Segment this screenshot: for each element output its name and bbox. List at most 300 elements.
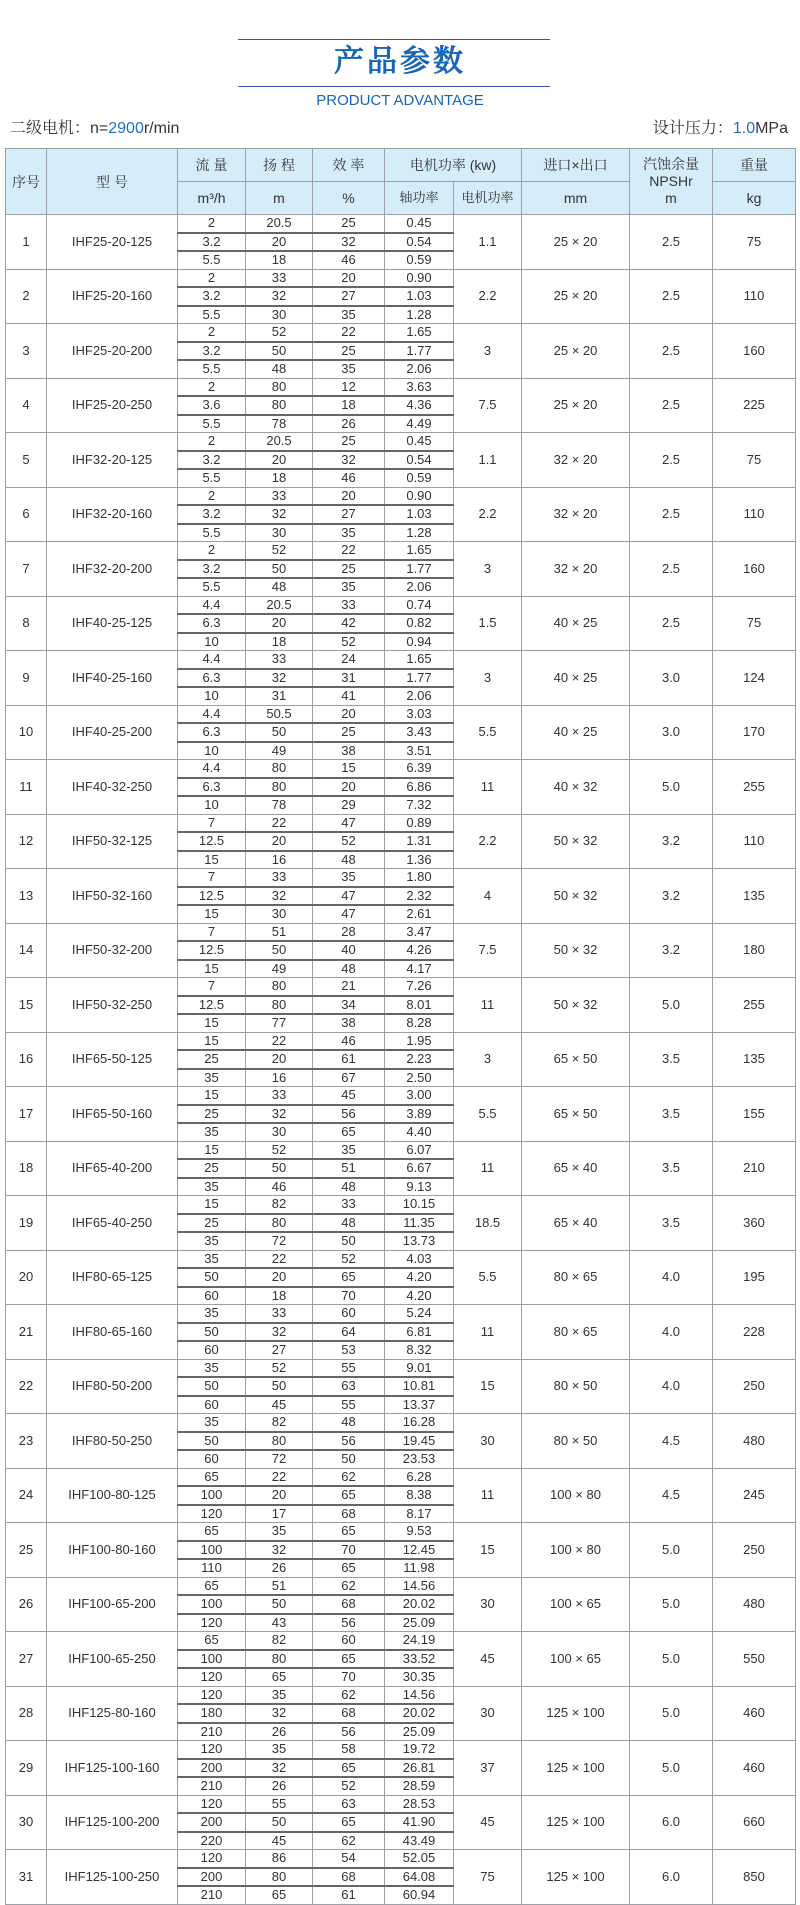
head-cell: 77 — [246, 1014, 313, 1032]
table-row — [6, 324, 796, 342]
motor-power-cell: 15 — [454, 1359, 522, 1414]
weight-cell: 360 — [713, 1196, 796, 1251]
shaft-power-cell: 9.01 — [385, 1359, 454, 1377]
efficiency-cell: 60 — [313, 1305, 385, 1323]
shaft-power-cell: 1.65 — [385, 542, 454, 560]
flow-cell: 65 — [178, 1632, 246, 1650]
model-cell: IHF32-20-160 — [47, 487, 178, 542]
model-cell: IHF25-20-200 — [47, 324, 178, 379]
weight-cell: 255 — [713, 978, 796, 1033]
port-cell: 50 × 32 — [522, 923, 630, 978]
head-cell: 52 — [246, 542, 313, 560]
motor-power-cell: 4 — [454, 869, 522, 924]
model-cell: IHF125-100-160 — [47, 1741, 178, 1796]
flow-cell: 35 — [178, 1414, 246, 1432]
header-flow: 流 量 — [178, 149, 246, 182]
flow-cell: 2 — [178, 542, 246, 560]
table-row — [6, 1468, 796, 1486]
model-cell: IHF80-50-250 — [47, 1414, 178, 1469]
shaft-power-cell: 1.65 — [385, 651, 454, 669]
shaft-power-cell: 3.89 — [385, 1105, 454, 1124]
flow-cell: 10 — [178, 687, 246, 705]
flow-cell: 120 — [178, 1850, 246, 1868]
weight-cell: 110 — [713, 814, 796, 869]
head-cell: 50 — [246, 1377, 313, 1396]
table-row — [6, 542, 796, 560]
shaft-power-cell: 8.17 — [385, 1505, 454, 1523]
shaft-power-cell: 10.15 — [385, 1196, 454, 1214]
table-row — [6, 596, 796, 614]
table-row — [6, 1196, 796, 1214]
no-cell: 11 — [6, 760, 47, 815]
flow-cell: 2 — [178, 433, 246, 451]
shaft-power-cell: 2.61 — [385, 905, 454, 923]
motor-speed-info — [10, 119, 179, 139]
flow-cell: 60 — [178, 1287, 246, 1305]
shaft-power-cell: 8.32 — [385, 1341, 454, 1359]
efficiency-cell: 20 — [313, 705, 385, 723]
head-cell: 82 — [246, 1196, 313, 1214]
efficiency-cell: 25 — [313, 215, 385, 233]
motor-power-cell: 3 — [454, 651, 522, 706]
no-cell: 1 — [6, 215, 47, 270]
shaft-power-cell: 2.06 — [385, 360, 454, 378]
efficiency-cell: 26 — [313, 415, 385, 433]
port-cell: 65 × 40 — [522, 1141, 630, 1196]
no-cell: 15 — [6, 978, 47, 1033]
flow-cell: 35 — [178, 1305, 246, 1323]
port-cell: 25 × 20 — [522, 215, 630, 270]
no-cell: 3 — [6, 324, 47, 379]
motor-power-cell: 37 — [454, 1741, 522, 1796]
head-cell: 48 — [246, 360, 313, 378]
head-cell: 80 — [246, 996, 313, 1015]
shaft-power-cell: 0.74 — [385, 596, 454, 614]
flow-cell: 5.5 — [178, 469, 246, 487]
npsh-cell: 2.5 — [630, 542, 713, 597]
efficiency-cell: 62 — [313, 1577, 385, 1595]
head-cell: 20 — [246, 614, 313, 633]
efficiency-cell: 55 — [313, 1359, 385, 1377]
shaft-power-cell: 8.38 — [385, 1486, 454, 1505]
flow-cell: 5.5 — [178, 360, 246, 378]
efficiency-cell: 15 — [313, 760, 385, 778]
flow-cell: 15 — [178, 1032, 246, 1050]
model-cell: IHF50-32-125 — [47, 814, 178, 869]
efficiency-cell: 56 — [313, 1614, 385, 1632]
weight-cell: 255 — [713, 760, 796, 815]
flow-cell: 210 — [178, 1777, 246, 1795]
header-shaft-power: 轴功率 — [385, 182, 454, 215]
efficiency-cell: 55 — [313, 1396, 385, 1414]
motor-power-cell: 7.5 — [454, 378, 522, 433]
shaft-power-cell: 12.45 — [385, 1541, 454, 1560]
model-cell: IHF65-40-200 — [47, 1141, 178, 1196]
head-cell: 32 — [246, 669, 313, 688]
flow-cell: 10 — [178, 742, 246, 760]
efficiency-cell: 25 — [313, 560, 385, 579]
flow-cell: 25 — [178, 1050, 246, 1069]
shaft-power-cell: 0.54 — [385, 233, 454, 252]
efficiency-cell: 35 — [313, 360, 385, 378]
no-cell: 25 — [6, 1523, 47, 1578]
motor-power-cell: 45 — [454, 1795, 522, 1850]
weight-cell: 850 — [713, 1850, 796, 1905]
efficiency-cell: 20 — [313, 269, 385, 287]
efficiency-cell: 67 — [313, 1069, 385, 1087]
efficiency-cell: 61 — [313, 1886, 385, 1904]
shaft-power-cell: 6.67 — [385, 1159, 454, 1178]
efficiency-cell: 65 — [313, 1559, 385, 1577]
motor-power-cell: 5.5 — [454, 1087, 522, 1142]
port-cell: 125 × 100 — [522, 1686, 630, 1741]
model-cell: IHF65-50-125 — [47, 1032, 178, 1087]
efficiency-cell: 25 — [313, 342, 385, 361]
no-cell: 19 — [6, 1196, 47, 1251]
no-cell: 8 — [6, 596, 47, 651]
head-cell: 52 — [246, 324, 313, 342]
weight-cell: 124 — [713, 651, 796, 706]
motor-power-cell: 11 — [454, 1468, 522, 1523]
weight-cell: 135 — [713, 1032, 796, 1087]
efficiency-cell: 35 — [313, 869, 385, 887]
shaft-power-cell: 2.50 — [385, 1069, 454, 1087]
head-cell: 51 — [246, 923, 313, 941]
table-row — [6, 978, 796, 996]
flow-cell: 60 — [178, 1450, 246, 1468]
model-cell: IHF100-80-160 — [47, 1523, 178, 1578]
table-row — [6, 1250, 796, 1268]
head-cell: 80 — [246, 778, 313, 797]
flow-cell: 100 — [178, 1486, 246, 1505]
head-cell: 30 — [246, 306, 313, 324]
port-cell: 32 × 20 — [522, 542, 630, 597]
head-cell: 30 — [246, 524, 313, 542]
head-cell: 50.5 — [246, 705, 313, 723]
head-cell: 20 — [246, 1268, 313, 1287]
model-cell: IHF32-20-200 — [47, 542, 178, 597]
head-cell: 32 — [246, 887, 313, 906]
shaft-power-cell: 4.20 — [385, 1268, 454, 1287]
port-cell: 25 × 20 — [522, 324, 630, 379]
flow-cell: 12.5 — [178, 996, 246, 1015]
weight-cell: 160 — [713, 324, 796, 379]
shaft-power-cell: 6.28 — [385, 1468, 454, 1486]
npsh-cell: 5.0 — [630, 978, 713, 1033]
efficiency-cell: 52 — [313, 832, 385, 851]
header-no: 序号 — [6, 149, 47, 215]
efficiency-cell: 47 — [313, 814, 385, 832]
flow-cell: 120 — [178, 1505, 246, 1523]
efficiency-cell: 65 — [313, 1759, 385, 1778]
motor-power-cell: 11 — [454, 760, 522, 815]
shaft-power-cell: 1.31 — [385, 832, 454, 851]
header-efficiency: 效 率 — [313, 149, 385, 182]
no-cell: 13 — [6, 869, 47, 924]
port-cell: 65 × 40 — [522, 1196, 630, 1251]
head-cell: 20 — [246, 1486, 313, 1505]
efficiency-cell: 51 — [313, 1159, 385, 1178]
flow-cell: 15 — [178, 1014, 246, 1032]
npsh-cell: 5.0 — [630, 1741, 713, 1796]
port-cell: 25 × 20 — [522, 269, 630, 324]
flow-cell: 25 — [178, 1214, 246, 1233]
head-cell: 43 — [246, 1614, 313, 1632]
head-cell: 33 — [246, 651, 313, 669]
no-cell: 29 — [6, 1741, 47, 1796]
table-row — [6, 1359, 796, 1377]
table-row — [6, 1741, 796, 1759]
weight-cell: 210 — [713, 1141, 796, 1196]
npsh-cell: 2.5 — [630, 215, 713, 270]
head-cell: 32 — [246, 1759, 313, 1778]
table-row — [6, 1523, 796, 1541]
npsh-cell: 4.0 — [630, 1305, 713, 1360]
flow-cell: 100 — [178, 1650, 246, 1669]
flow-cell: 3.2 — [178, 342, 246, 361]
flow-cell: 15 — [178, 960, 246, 978]
head-cell: 30 — [246, 905, 313, 923]
flow-cell: 2 — [178, 324, 246, 342]
model-cell: IHF40-32-250 — [47, 760, 178, 815]
model-cell: IHF25-20-250 — [47, 378, 178, 433]
efficiency-cell: 52 — [313, 1250, 385, 1268]
table-row — [6, 923, 796, 941]
efficiency-cell: 65 — [313, 1486, 385, 1505]
weight-cell: 250 — [713, 1359, 796, 1414]
flow-cell: 2 — [178, 269, 246, 287]
shaft-power-cell: 9.53 — [385, 1523, 454, 1541]
shaft-power-cell: 4.40 — [385, 1123, 454, 1141]
head-cell: 32 — [246, 1323, 313, 1342]
head-cell: 22 — [246, 1468, 313, 1486]
motor-power-cell: 75 — [454, 1850, 522, 1905]
head-cell: 20 — [246, 1050, 313, 1069]
efficiency-cell: 24 — [313, 651, 385, 669]
shaft-power-cell: 4.36 — [385, 396, 454, 415]
model-cell: IHF40-25-160 — [47, 651, 178, 706]
efficiency-cell: 21 — [313, 978, 385, 996]
head-cell: 18 — [246, 633, 313, 651]
shaft-power-cell: 33.52 — [385, 1650, 454, 1669]
flow-cell: 3.2 — [178, 287, 246, 306]
weight-cell: 195 — [713, 1250, 796, 1305]
efficiency-cell: 18 — [313, 396, 385, 415]
flow-cell: 2 — [178, 378, 246, 396]
port-cell: 125 × 100 — [522, 1795, 630, 1850]
efficiency-cell: 65 — [313, 1650, 385, 1669]
head-cell: 26 — [246, 1777, 313, 1795]
no-cell: 10 — [6, 705, 47, 760]
table-row — [6, 1632, 796, 1650]
head-cell: 82 — [246, 1414, 313, 1432]
efficiency-cell: 33 — [313, 596, 385, 614]
motor-power-cell: 2.2 — [454, 814, 522, 869]
flow-cell: 4.4 — [178, 760, 246, 778]
motor-power-cell: 1.1 — [454, 215, 522, 270]
shaft-power-cell: 28.53 — [385, 1795, 454, 1813]
head-cell: 50 — [246, 342, 313, 361]
no-cell: 26 — [6, 1577, 47, 1632]
flow-cell: 10 — [178, 633, 246, 651]
shaft-power-cell: 7.32 — [385, 796, 454, 814]
flow-cell: 200 — [178, 1759, 246, 1778]
motor-power-cell: 30 — [454, 1414, 522, 1469]
efficiency-cell: 68 — [313, 1704, 385, 1723]
motor-power-cell: 3 — [454, 1032, 522, 1087]
port-cell: 80 × 50 — [522, 1414, 630, 1469]
shaft-power-cell: 6.81 — [385, 1323, 454, 1342]
shaft-power-cell: 1.77 — [385, 669, 454, 688]
no-cell: 6 — [6, 487, 47, 542]
no-cell: 2 — [6, 269, 47, 324]
efficiency-cell: 52 — [313, 633, 385, 651]
head-cell: 20 — [246, 832, 313, 851]
head-cell: 20 — [246, 233, 313, 252]
header-eff-unit: % — [313, 182, 385, 215]
npsh-cell: 2.5 — [630, 433, 713, 488]
shaft-power-cell: 43.49 — [385, 1832, 454, 1850]
table-row — [6, 1305, 796, 1323]
npsh-cell: 3.0 — [630, 651, 713, 706]
motor-power-cell: 5.5 — [454, 1250, 522, 1305]
efficiency-cell: 38 — [313, 742, 385, 760]
head-cell: 22 — [246, 814, 313, 832]
model-cell: IHF65-50-160 — [47, 1087, 178, 1142]
no-cell: 20 — [6, 1250, 47, 1305]
header-npsh-sub: NPSHr — [649, 173, 693, 189]
shaft-power-cell: 1.36 — [385, 851, 454, 869]
motor-power-cell: 5.5 — [454, 705, 522, 760]
efficiency-cell: 46 — [313, 251, 385, 269]
shaft-power-cell: 23.53 — [385, 1450, 454, 1468]
table-row — [6, 1577, 796, 1595]
efficiency-cell: 25 — [313, 433, 385, 451]
shaft-power-cell: 2.23 — [385, 1050, 454, 1069]
motor-power-cell: 45 — [454, 1632, 522, 1687]
efficiency-cell: 31 — [313, 669, 385, 688]
efficiency-cell: 46 — [313, 469, 385, 487]
head-cell: 82 — [246, 1632, 313, 1650]
shaft-power-cell: 3.00 — [385, 1087, 454, 1105]
flow-cell: 60 — [178, 1396, 246, 1414]
motor-speed-value: 2900 — [108, 120, 144, 137]
model-cell: IHF50-32-250 — [47, 978, 178, 1033]
no-cell: 23 — [6, 1414, 47, 1469]
npsh-cell: 5.0 — [630, 1523, 713, 1578]
flow-cell: 35 — [178, 1069, 246, 1087]
flow-cell: 2 — [178, 215, 246, 233]
efficiency-cell: 63 — [313, 1795, 385, 1813]
flow-cell: 15 — [178, 1087, 246, 1105]
flow-cell: 7 — [178, 978, 246, 996]
npsh-cell: 3.5 — [630, 1196, 713, 1251]
efficiency-cell: 22 — [313, 324, 385, 342]
port-cell: 100 × 65 — [522, 1632, 630, 1687]
no-cell: 7 — [6, 542, 47, 597]
efficiency-cell: 56 — [313, 1723, 385, 1741]
flow-cell: 120 — [178, 1668, 246, 1686]
head-cell: 33 — [246, 869, 313, 887]
motor-power-cell: 15 — [454, 1523, 522, 1578]
npsh-cell: 2.5 — [630, 596, 713, 651]
efficiency-cell: 68 — [313, 1595, 385, 1614]
head-cell: 50 — [246, 1159, 313, 1178]
shaft-power-cell: 1.77 — [385, 560, 454, 579]
efficiency-cell: 50 — [313, 1450, 385, 1468]
motor-power-cell: 18.5 — [454, 1196, 522, 1251]
head-cell: 22 — [246, 1032, 313, 1050]
shaft-power-cell: 4.03 — [385, 1250, 454, 1268]
npsh-cell: 2.5 — [630, 487, 713, 542]
efficiency-cell: 64 — [313, 1323, 385, 1342]
head-cell: 72 — [246, 1450, 313, 1468]
motor-power-cell: 7.5 — [454, 923, 522, 978]
motor-power-cell: 3 — [454, 542, 522, 597]
efficiency-cell: 70 — [313, 1668, 385, 1686]
shaft-power-cell: 25.09 — [385, 1614, 454, 1632]
table-row — [6, 378, 796, 396]
efficiency-cell: 65 — [313, 1123, 385, 1141]
flow-cell: 6.3 — [178, 669, 246, 688]
weight-cell: 110 — [713, 487, 796, 542]
efficiency-cell: 58 — [313, 1741, 385, 1759]
flow-cell: 3.6 — [178, 396, 246, 415]
efficiency-cell: 41 — [313, 687, 385, 705]
no-cell: 18 — [6, 1141, 47, 1196]
header-head-unit: m — [246, 182, 313, 215]
head-cell: 22 — [246, 1250, 313, 1268]
efficiency-cell: 62 — [313, 1468, 385, 1486]
npsh-cell: 3.2 — [630, 869, 713, 924]
no-cell: 27 — [6, 1632, 47, 1687]
port-cell: 32 × 20 — [522, 433, 630, 488]
model-cell: IHF25-20-160 — [47, 269, 178, 324]
port-cell: 80 × 50 — [522, 1359, 630, 1414]
no-cell: 28 — [6, 1686, 47, 1741]
head-cell: 33 — [246, 1305, 313, 1323]
port-cell: 125 × 100 — [522, 1741, 630, 1796]
shaft-power-cell: 7.26 — [385, 978, 454, 996]
port-cell: 40 × 32 — [522, 760, 630, 815]
efficiency-cell: 48 — [313, 851, 385, 869]
efficiency-cell: 35 — [313, 578, 385, 596]
header-head: 扬 程 — [246, 149, 313, 182]
npsh-cell: 4.5 — [630, 1468, 713, 1523]
shaft-power-cell: 1.65 — [385, 324, 454, 342]
port-cell: 50 × 32 — [522, 869, 630, 924]
port-cell: 50 × 32 — [522, 814, 630, 869]
head-cell: 30 — [246, 1123, 313, 1141]
efficiency-cell: 35 — [313, 1141, 385, 1159]
efficiency-cell: 48 — [313, 1214, 385, 1233]
motor-power-cell: 2.2 — [454, 269, 522, 324]
flow-cell: 7 — [178, 814, 246, 832]
motor-power-cell: 2.2 — [454, 487, 522, 542]
weight-cell: 170 — [713, 705, 796, 760]
flow-cell: 200 — [178, 1813, 246, 1832]
shaft-power-cell: 5.24 — [385, 1305, 454, 1323]
flow-cell: 12.5 — [178, 941, 246, 960]
flow-cell: 6.3 — [178, 778, 246, 797]
flow-cell: 35 — [178, 1359, 246, 1377]
motor-power-cell: 11 — [454, 1141, 522, 1196]
shaft-power-cell: 10.81 — [385, 1377, 454, 1396]
head-cell: 86 — [246, 1850, 313, 1868]
shaft-power-cell: 11.35 — [385, 1214, 454, 1233]
efficiency-cell: 27 — [313, 505, 385, 524]
shaft-power-cell: 64.08 — [385, 1868, 454, 1887]
